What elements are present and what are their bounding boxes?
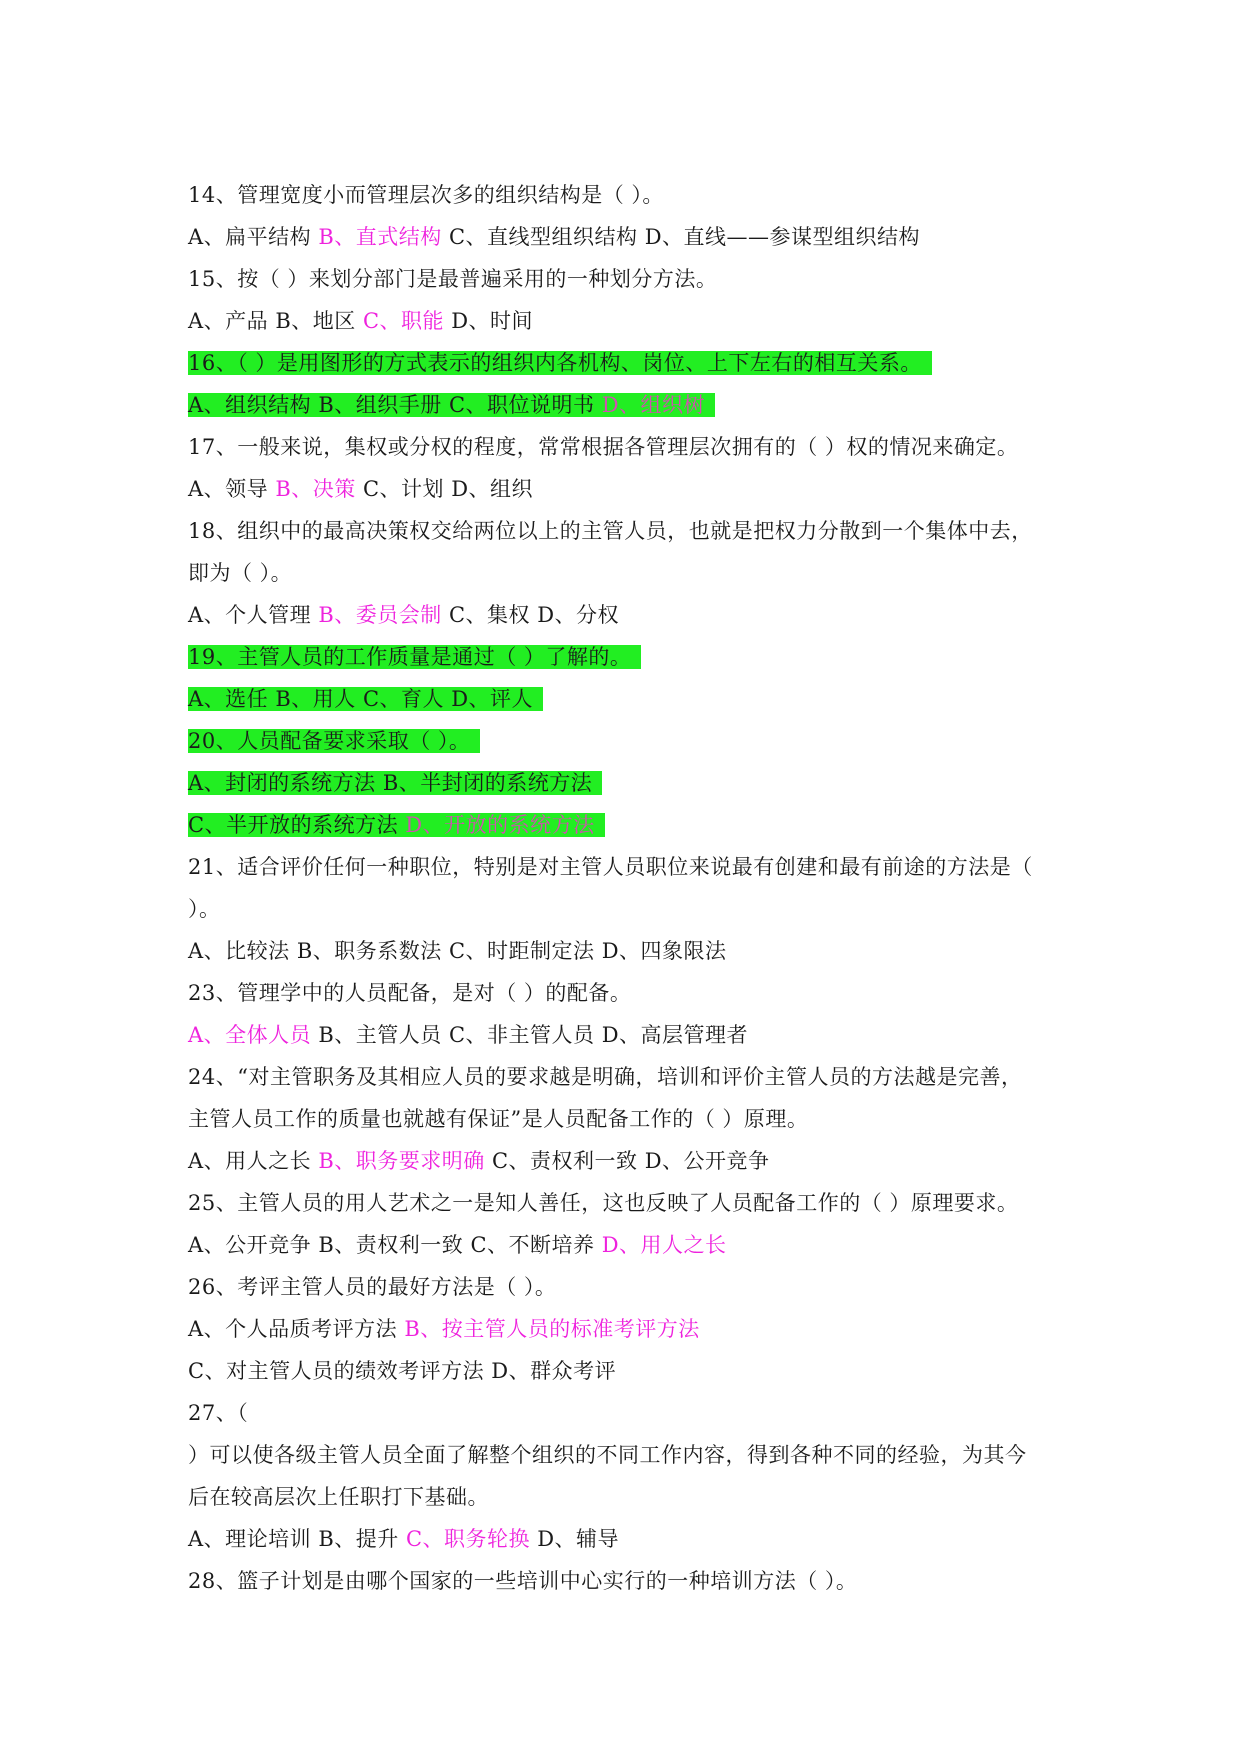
text-line	[188, 1520, 1068, 1562]
highlighted-text	[188, 771, 602, 795]
text-line	[188, 344, 1068, 386]
line-text	[188, 1485, 489, 1509]
text-line	[188, 470, 1068, 512]
line-text	[188, 939, 727, 963]
line-text	[188, 561, 292, 585]
line-text	[188, 855, 1033, 879]
text-line	[188, 176, 1068, 218]
line-text	[188, 1401, 248, 1425]
text-segment: C、责权利一致 D、公开竞争	[484, 1149, 770, 1173]
text-segment: C、半开放的系统方法	[188, 813, 406, 837]
text-segment: C、计划 D、组织	[355, 477, 534, 501]
text-line	[188, 512, 1068, 554]
text-segment: 后在较高层次上任职打下基础。	[188, 1485, 489, 1509]
text-line	[188, 260, 1068, 302]
text-segment: 26、考评主管人员的最好方法是（ ）。	[188, 1275, 557, 1299]
line-text	[188, 1191, 1018, 1215]
text-line	[188, 1100, 1068, 1142]
highlighted-text	[188, 813, 605, 837]
text-segment: 23、管理学中的人员配备，是对（ ）的配备。	[188, 981, 632, 1005]
text-line	[188, 1058, 1068, 1100]
answer-option: B、按主管人员的标准考评方法	[404, 1317, 700, 1341]
text-segment: 主管人员工作的质量也就越有保证”是人员配备工作的（ ）原理。	[188, 1107, 809, 1131]
answer-option: B、委员会制	[318, 603, 442, 627]
text-segment: ）可以使各级主管人员全面了解整个组织的不同工作内容，得到各种不同的经验，为其今	[188, 1443, 1027, 1467]
text-segment: 28、篮子计划是由哪个国家的一些培训中心实行的一种培训方法（ ）。	[188, 1569, 858, 1593]
text-line	[188, 386, 1068, 428]
answer-option: D、开放的系统方法	[405, 813, 595, 837]
text-segment: 20、人员配备要求采取（ ）。	[188, 729, 471, 753]
line-text	[188, 435, 1018, 459]
text-line	[188, 554, 1068, 596]
text-segment: C、对主管人员的绩效考评方法 D、群众考评	[188, 1359, 617, 1383]
line-text	[188, 1065, 1022, 1089]
highlighted-text	[188, 687, 543, 711]
answer-option: B、职务要求明确	[318, 1149, 485, 1173]
text-segment: 15、按（ ）来划分部门是最普遍采用的一种划分方法。	[188, 267, 718, 291]
text-line	[188, 1184, 1068, 1226]
text-line	[188, 302, 1068, 344]
line-text	[188, 225, 920, 249]
text-segment: A、产品 B、地区	[188, 309, 363, 333]
text-segment: 19、主管人员的工作质量是通过（ ）了解的。	[188, 645, 632, 669]
line-text	[188, 183, 664, 207]
text-line	[188, 1352, 1068, 1394]
text-segment: 27、（	[188, 1401, 249, 1425]
text-line	[188, 932, 1068, 974]
text-segment: A、领导	[188, 477, 276, 501]
line-text	[188, 1149, 770, 1173]
answer-option: B、决策	[275, 477, 356, 501]
line-text	[188, 1233, 727, 1257]
line-text	[188, 309, 533, 333]
text-line	[188, 1562, 1068, 1604]
text-segment: 24、“对主管职务及其相应人员的要求越是明确，培训和评价主管人员的方法越是完善，	[188, 1065, 1023, 1089]
text-segment: B、主管人员 C、非主管人员 D、高层管理者	[311, 1023, 749, 1047]
text-segment: D、时间	[444, 309, 534, 333]
line-text	[188, 519, 1033, 543]
answer-option: D、用人之长	[601, 1233, 727, 1257]
text-segment: 16、（ ）是用图形的方式表示的组织内各机构、岗位、上下左右的相互关系。	[188, 351, 922, 375]
text-line	[188, 722, 1068, 764]
answer-option: C、职能	[362, 309, 445, 333]
text-line	[188, 1436, 1068, 1478]
text-line	[188, 848, 1068, 890]
text-segment: D、辅导	[530, 1527, 620, 1551]
text-segment: C、直线型组织结构 D、直线——参谋型组织结构	[441, 225, 921, 249]
text-segment: A、个人品质考评方法	[188, 1317, 405, 1341]
highlighted-text	[188, 729, 480, 753]
text-line	[188, 890, 1068, 932]
line-text	[188, 1443, 1027, 1467]
text-line	[188, 1478, 1068, 1520]
text-segment: 25、主管人员的用人艺术之一是知人善任，这也反映了人员配备工作的（ ）原理要求。	[188, 1191, 1019, 1215]
line-text	[188, 1359, 616, 1383]
text-line	[188, 596, 1068, 638]
question-list	[188, 176, 1068, 1604]
text-segment: C、集权 D、分权	[441, 603, 620, 627]
answer-option: D、组织树	[601, 393, 706, 417]
text-line	[188, 764, 1068, 806]
line-text	[188, 477, 533, 501]
line-text	[188, 1317, 700, 1341]
text-segment: 17、一般来说，集权或分权的程度，常常根据各管理层次拥有的（ ）权的情况来确定。	[188, 435, 1019, 459]
text-segment: 21、适合评价任何一种职位，特别是对主管人员职位来说最有创建和最有前途的方法是（	[188, 855, 1033, 879]
highlighted-text	[188, 351, 932, 375]
line-text	[188, 1527, 619, 1551]
text-segment: ）。	[188, 897, 221, 921]
text-line	[188, 1226, 1068, 1268]
line-text	[188, 267, 717, 291]
text-segment: A、选任 B、用人 C、育人 D、评人	[188, 687, 534, 711]
text-line	[188, 218, 1068, 260]
text-segment: A、组织结构 B、组织手册 C、职位说明书	[188, 393, 602, 417]
answer-option: A、全体人员	[188, 1023, 312, 1047]
answer-option: B、直式结构	[318, 225, 442, 249]
line-text	[188, 897, 221, 921]
line-text	[188, 1023, 748, 1047]
text-line	[188, 680, 1068, 722]
line-text	[188, 1569, 857, 1593]
text-segment: 18、组织中的最高决策权交给两位以上的主管人员，也就是把权力分散到一个集体中去，	[188, 519, 1033, 543]
text-segment: 14、管理宽度小而管理层次多的组织结构是（ ）。	[188, 183, 664, 207]
text-line	[188, 1394, 1068, 1436]
line-text	[188, 603, 619, 627]
highlighted-text	[188, 393, 715, 417]
text-segment: A、公开竞争 B、责权利一致 C、不断培养	[188, 1233, 602, 1257]
text-line	[188, 1310, 1068, 1352]
line-text	[188, 1107, 808, 1131]
text-segment: A、用人之长	[188, 1149, 319, 1173]
text-segment: A、扁平结构	[188, 225, 319, 249]
text-line	[188, 806, 1068, 848]
text-segment: A、封闭的系统方法 B、半封闭的系统方法	[188, 771, 593, 795]
text-line	[188, 1142, 1068, 1184]
line-text	[188, 981, 631, 1005]
answer-option: C、职务轮换	[405, 1527, 531, 1551]
text-segment: A、比较法 B、职务系数法 C、时距制定法 D、四象限法	[188, 939, 727, 963]
text-line	[188, 428, 1068, 470]
text-line	[188, 638, 1068, 680]
text-segment: A、理论培训 B、提升	[188, 1527, 406, 1551]
highlighted-text	[188, 645, 641, 669]
text-segment: 即为（ ）。	[188, 561, 293, 585]
text-segment: A、个人管理	[188, 603, 319, 627]
text-line	[188, 974, 1068, 1016]
text-line	[188, 1268, 1068, 1310]
line-text	[188, 1275, 556, 1299]
text-line	[188, 1016, 1068, 1058]
